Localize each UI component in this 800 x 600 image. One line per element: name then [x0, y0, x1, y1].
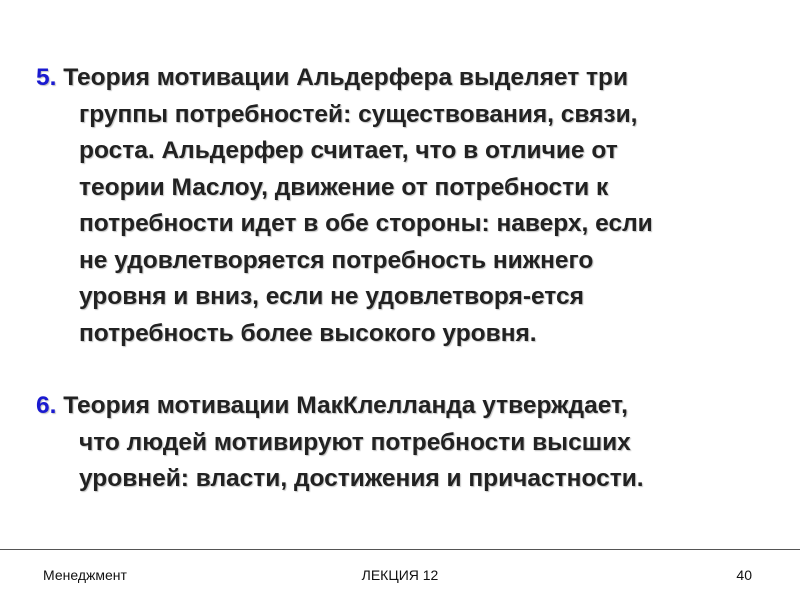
paragraph-6 — [36, 388, 784, 498]
footer-page-number: 40 — [736, 567, 752, 583]
paragraph-line: Теория мотивации МакКлелланда утверждает, — [56, 392, 628, 419]
paragraph-5 — [36, 60, 784, 352]
paragraph-line: уровней: власти, достижения и причастности. — [79, 465, 644, 492]
paragraph-line: роста. Альдерфер считает, что в отличие от — [79, 137, 618, 164]
paragraph-line: Теория мотивации Альдерфера выделяет три — [56, 64, 629, 91]
paragraph-spacer — [36, 352, 784, 388]
paragraph-number: 6. — [36, 392, 57, 419]
paragraph-line: группы потребностей: существования, связи, — [79, 100, 638, 128]
paragraph-line: потребности идет в обе стороны: наверх, если — [79, 210, 653, 237]
footer-lecture-label: ЛЕКЦИЯ 12 — [361, 567, 439, 583]
paragraph-number: 5. — [36, 64, 57, 91]
paragraph-line: не удовлетворяется потребность нижнего — [79, 246, 594, 274]
footer-course-title: Менеджмент — [43, 567, 127, 583]
paragraph-line: что людей мотивируют потребности высших — [79, 428, 631, 456]
paragraph-line: уровня и вниз, если не удовлетворя-ется — [79, 283, 584, 310]
paragraph-line: потребность более высокого уровня. — [79, 319, 537, 347]
slide-body — [36, 60, 784, 498]
paragraph-line: теории Маслоу, движение от потребности к — [79, 173, 609, 201]
footer-divider — [0, 549, 800, 550]
